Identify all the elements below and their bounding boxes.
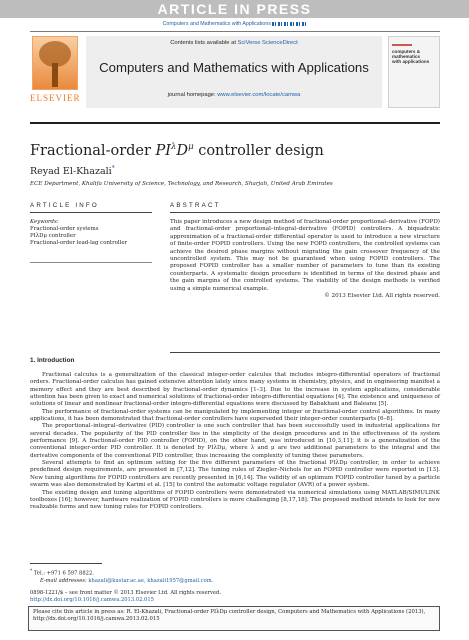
publisher-name: ELSEVIER (30, 93, 81, 103)
footnote-mark: * (30, 569, 33, 574)
title-d: D (176, 142, 189, 159)
cover-line: computers & (392, 49, 421, 54)
title-mu: μ (188, 142, 194, 152)
paragraph: The proportional–integral–derivative (PID) controller is one such controller that has been successfully used in industrial applications for several decades. The popularity of the PID controller lies in the simplicity of the design procedures and in the effectiveness of its system performance [9]. A fractional-order PID controller (FOPID), on the other hand, was introduced in [10,3,11]; it is a generalization of the conventional integer-order PID controller. It is denoted by PIλDμ, where λ and μ are two additional parameters to the integral and the derivative components of the conventional PID controller, thus increasing the complexity of tuning these parameters. (30, 423, 440, 459)
keyword-item: Fractional-order systems (30, 226, 99, 232)
abstract-heading: ABSTRACT (170, 202, 221, 209)
top-rule (30, 31, 440, 32)
keyword-item: Fractional-order lead-lag controller (30, 240, 128, 246)
article-info-heading: ARTICLE INFO (30, 202, 99, 209)
cover-line: mathematics (392, 54, 421, 59)
article-in-press-banner (0, 0, 469, 18)
journal-masthead (30, 36, 440, 122)
paragraph: The performance of fractional-order systems can be manipulated by implementing integer or fractional-order control algorithms. In many applications, it has been demonstrated that fractional-order controllers have superseded their integer-order counterparts [6–8]. (30, 408, 440, 423)
section-heading-introduction: 1. Introduction (30, 357, 75, 364)
abstract-body (170, 219, 440, 300)
footnote-rule (30, 563, 102, 564)
author-name (30, 165, 115, 177)
issn-block (30, 590, 221, 604)
journal-ref-text: Computers and Mathematics with Applications (162, 21, 271, 27)
keywords-bottom-rule (30, 262, 152, 263)
homepage-prefix: journal homepage: (167, 92, 218, 98)
paragraph: The existing design and tuning algorithms of FOPID controllers were demonstrated via numerical simulations using MATLAB/SIMULINK toolboxes [16]; however, hardware realization of FOPID controllers is more challenging [8,17,18]. The proposed method intends to look for new realizable forms and new tuning rules for FOPID controllers. (30, 489, 440, 511)
footnote (30, 568, 213, 585)
author-footnote-mark[interactable]: * (111, 165, 115, 172)
article-info-rule (30, 212, 152, 213)
masthead-center (86, 36, 382, 108)
title-part: controller design (193, 142, 324, 159)
citation-box (28, 606, 440, 631)
paragraph: Several attempts to find an optimum setting for the five different parameters of the fractional PIλDμ controller, in order to achieve predefined design requirements, are presented in [7,12]. The tuning rules of Ziegler–Nichols for an FOPID controller were reported in [13]. New tuning algorithms for FOPID controllers are recently presented in [6,14]. The validity of an optimum FOPID controller tuned by a particle swarm was also demonstrated by Karimi et al. [15] to control the automatic voltage regulator (AVR) of a power system. (30, 460, 440, 489)
copyright-line: © 2013 Elsevier Ltd. All rights reserved. (324, 293, 440, 300)
doi-link[interactable]: http://dx.doi.org/10.1016/j.camwa.2013.02.015 (30, 596, 154, 603)
abstract-rule (170, 212, 440, 213)
citation-text: Please cite this article in press as: R. El-Khazali, Fractional-order PIλDμ controller design, Computers and Mathematics with Applications (2013), http://dx.doi.org/10.1016/j.camwa.2013.02.015 (33, 609, 426, 623)
keywords-list (30, 226, 127, 247)
title-pi: PI (155, 142, 172, 159)
masthead-rule (30, 122, 440, 124)
email-label: E-mail addresses: (40, 577, 87, 584)
homepage-link[interactable]: www.elsevier.com/locate/camwa (217, 92, 301, 98)
sciencedirect-link[interactable]: SciVerse ScienceDirect (237, 40, 298, 46)
abstract-bottom-rule (170, 352, 440, 353)
journal-ref-barcode (272, 22, 306, 26)
issn-line: 0898-1221/$ – see front matter © 2013 Elsevier Ltd. All rights reserved. (30, 590, 221, 596)
footnote-tel: Tel.: +971 6 597 8822. (33, 570, 94, 577)
title-part: Fractional-order (30, 142, 156, 159)
article-title (30, 142, 440, 159)
keyword-item: PIλDμ controller (30, 233, 76, 239)
email-links[interactable]: khazali@kustar.ac.ae, khazali1957@gmail.com. (88, 577, 214, 584)
elsevier-logo (30, 36, 80, 122)
banner-text: ARTICLE IN PRESS (157, 1, 312, 17)
title-lambda: λ (171, 142, 177, 152)
contents-line (86, 40, 382, 46)
abstract-text: This paper introduces a new design method of fractional-order proportional–derivative (FOPD) and fractional-order proportional–integral–derivative (FOPID) controllers. A biquadratic approximation of a fractional-order differential operator is used to introduce a new structure of finite-order FOPID controllers. Using the new FOPD controllers, the controlled systems can achieve the desired phase margins without migrating the gain crossover frequency of the uncontrolled system. This may not be guaranteed when using FOPID controllers. The proposed FOPID controller has a smaller number of parameters to tune than its existing counterparts. A systematic design procedure is identified in terms of the desired phase and the gain margins of the controlled systems. The viability of the design methods is verified using a simple numerical example. (170, 219, 440, 292)
elsevier-tree-icon (32, 36, 78, 90)
journal-title: Computers and Mathematics with Applications (99, 60, 369, 75)
homepage-line (86, 92, 382, 98)
cover-line: with applications (392, 59, 430, 64)
keywords-label: Keywords: (30, 219, 59, 225)
journal-cover-thumbnail (388, 36, 440, 108)
author-text: Reyad El-Khazali (30, 166, 112, 178)
journal-reference (0, 21, 469, 27)
contents-prefix: Contents lists available at (170, 40, 238, 46)
introduction-body (30, 372, 440, 512)
paragraph: Fractional calculus is a generalization of the classical integer-order calculus that includes integro-differential operators of fractional orders. Fractional-order calculus has gained extensive attention lately since many systems in chemistry, physics, and in engineering manifest a memory effect and they are best described by fractional-order dynamics [1–3]. Due to the increase in system applications, considerable attention has been given to exact and numerical solutions of fractional-order integro-differential equations [4]. The existence and uniqueness of solutions of linear and nonlinear fractional-order integro-differential equations were discussed by Babakhani and Baleanu [5]. (30, 372, 440, 408)
affiliation: ECE Department, Khalifa University of Science, Technology, and Research, Sharjah, United Arab Emirates (30, 181, 333, 187)
